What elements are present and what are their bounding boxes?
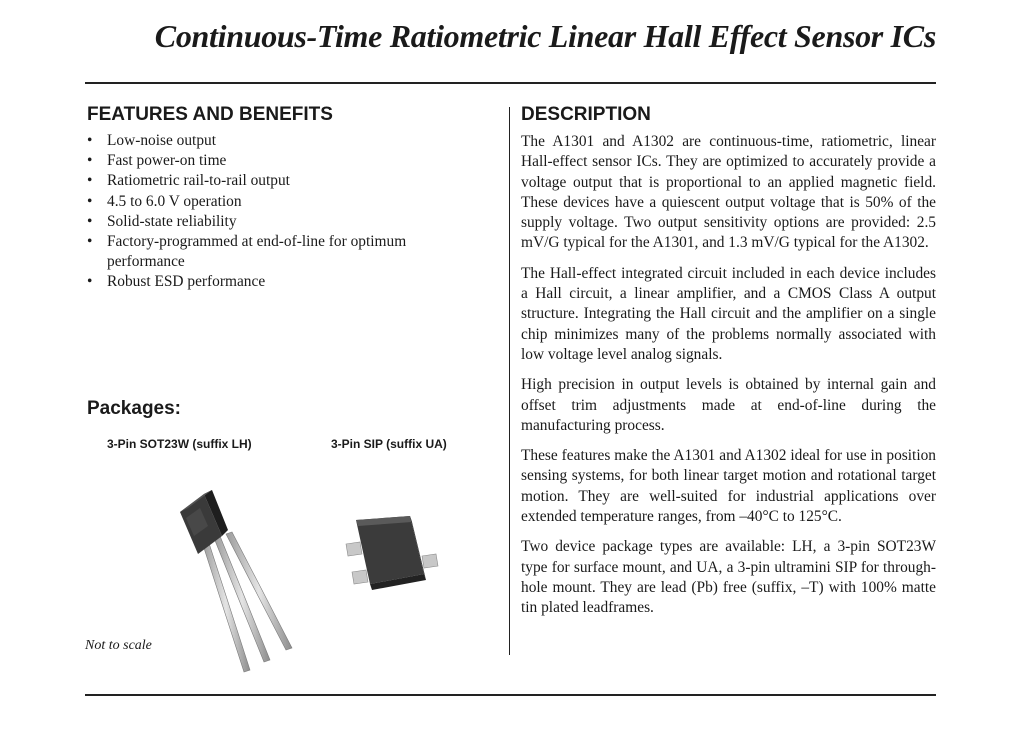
- list-item: • Low-noise output: [87, 131, 482, 151]
- package-label-lh: 3-Pin SOT23W (suffix LH): [107, 437, 252, 451]
- sot-package-image: [338, 512, 448, 597]
- description-paragraph: High precision in output levels is obtained by internal gain and offset trim adjustments made at end-of-line during the manufacturing process.: [521, 376, 936, 434]
- description-paragraph: The A1301 and A1302 are continuous-time, ratiometric, linear Hall-effect sensor ICs. They are optimized to accurately provide a voltage output that is proportional to an applied magnetic field. These devices have a quiescent output voltage that is 50% of the supply voltage. Two output sensitivity options are provided: 2.5 mV/G typical for the A1301, and 1.3 mV/G typical for the A1302.: [521, 133, 936, 252]
- document-title: Continuous-Time Ratiometric Linear Hall Effect Sensor ICs: [154, 18, 936, 54]
- package-label-ua: 3-Pin SIP (suffix UA): [331, 437, 447, 451]
- column-divider: [509, 107, 510, 655]
- list-item: • Fast power-on time: [87, 151, 482, 171]
- list-item: • 4.5 to 6.0 V operation: [87, 192, 482, 212]
- list-item: • Robust ESD performance: [87, 272, 482, 292]
- description-paragraph: The Hall-effect integrated circuit included in each device includes a Hall circuit, a linear amplifier, and a CMOS Class A output structure. Integrating the Hall circuit and the amplifier on a single chip minimizes many of the problems normally associated with low voltage level analog signals.: [521, 264, 936, 363]
- description-heading: DESCRIPTION: [521, 104, 651, 125]
- list-item: • Ratiometric rail-to-rail output: [87, 171, 482, 191]
- packages-heading: Packages:: [87, 398, 182, 419]
- description-paragraph: These features make the A1301 and A1302 ideal for use in position sensing systems, for both linear target motion and rotational target motion. They are well-suited for industrial applications over extended temperature ranges, from –40°C to 125°C.: [521, 447, 936, 526]
- features-heading: FEATURES AND BENEFITS: [87, 104, 333, 125]
- description-body: [521, 132, 936, 629]
- sip-package-image: [170, 480, 310, 675]
- features-list: [87, 131, 482, 293]
- list-item: • Factory-programmed at end-of-line for optimum performance: [87, 232, 482, 272]
- top-rule: [85, 82, 936, 84]
- list-item: • Solid-state reliability: [87, 212, 482, 232]
- bottom-rule: [85, 694, 936, 696]
- not-to-scale-note: Not to scale: [85, 638, 152, 653]
- description-paragraph: Two device package types are available: LH, a 3-pin SOT23W type for surface mount, and UA, a 3-pin ultramini SIP for through-hole mount. They are lead (Pb) free (suffix, –T) with 100% matte tin plated leadframes.: [521, 538, 936, 617]
